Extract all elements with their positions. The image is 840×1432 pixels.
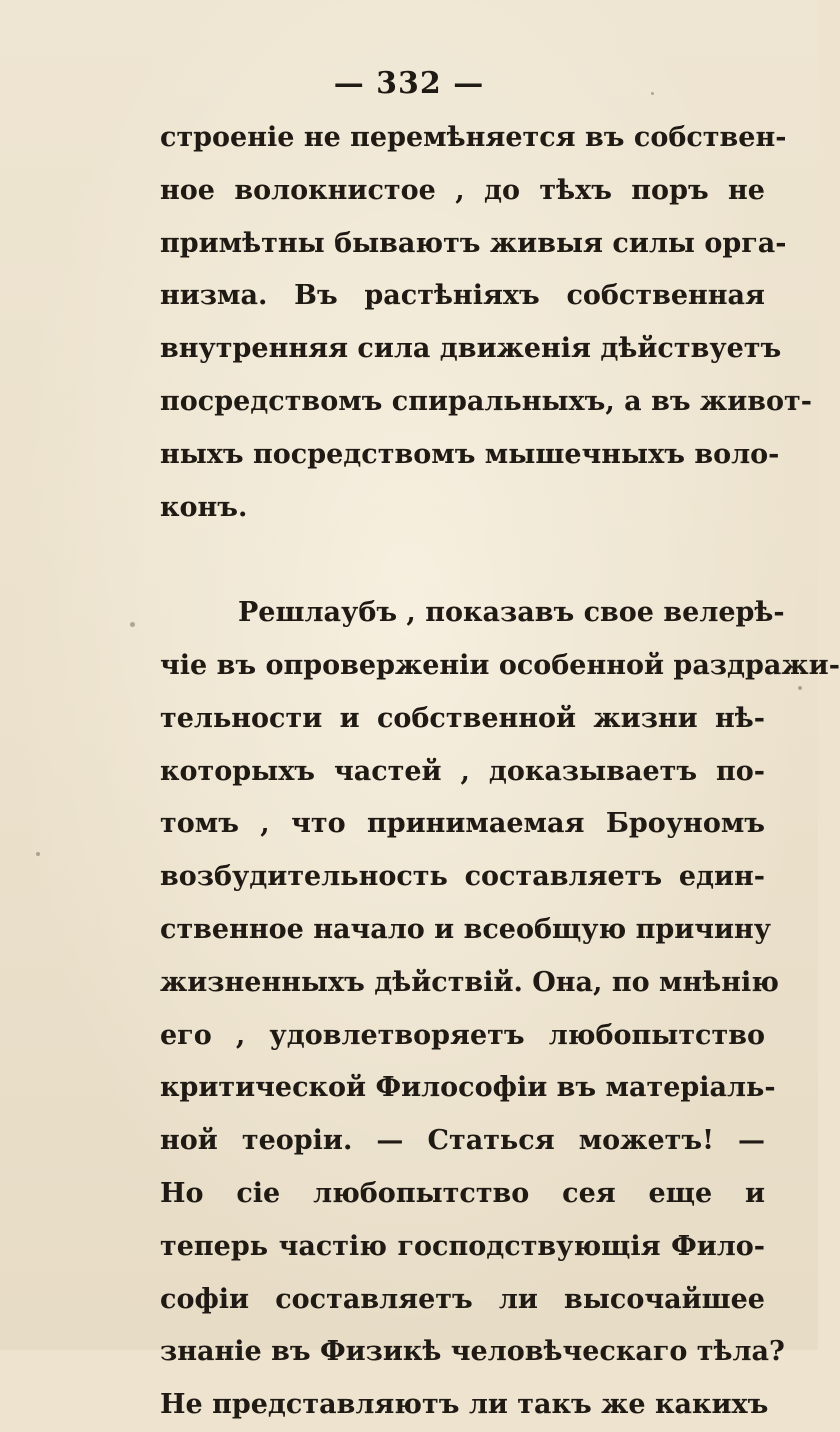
text-line: строеніе не перемѣняется въ собствен- — [160, 122, 787, 153]
text-line: ное волокнистое , до тѣхъ поръ не — [160, 174, 765, 206]
text-line: Но сіе любопытство сея еще и — [160, 1177, 765, 1209]
text-line: примѣтны бываютъ живыя силы орга- — [160, 227, 787, 259]
text-line: софіи составляетъ ли высочайшее — [160, 1283, 765, 1315]
paper-speck — [130, 622, 135, 627]
body-text — [160, 112, 840, 1432]
text-line: ной теоріи. — Статься можетъ! — — [160, 1125, 765, 1157]
page-number: — 332 — — [333, 66, 485, 101]
text-line: внутренняя сила движенія дѣйствуетъ — [160, 333, 782, 365]
paper-speck — [651, 92, 654, 95]
text-line: которыхъ частей , доказываетъ по- — [160, 755, 765, 787]
text-line: ственное начало и всеобщую причину — [160, 913, 772, 945]
text-line: посредствомъ спиральныхъ, а въ живот- — [160, 385, 812, 417]
text-line: знаніе въ Физикѣ человѣческаго тѣла? — [160, 1336, 785, 1368]
paragraph-gap — [160, 534, 765, 587]
text-line: чіе въ опроверженіи особенной раздражи- — [160, 649, 840, 681]
text-line: томъ , что принимаемая Броуномъ — [160, 808, 765, 840]
text-line: возбудительность составляетъ един- — [160, 861, 765, 893]
text-line: теперь частію господствующія Фило- — [160, 1230, 765, 1262]
paper-speck — [36, 852, 40, 856]
text-line: тельности и собственной жизни нѣ- — [160, 702, 765, 734]
text-line: жизненныхъ дѣйствій. Она, по мнѣнію — [160, 966, 779, 998]
text-line: низма. Въ растѣніяхъ собственная — [160, 280, 765, 312]
text-line: критической Философіи въ матеріаль- — [160, 1072, 776, 1104]
paper-speck — [798, 686, 802, 690]
text-line: Не представляютъ ли такъ же какихъ — [160, 1389, 769, 1421]
text-line-indented: Решлаубъ , показавъ свое велерѣ- — [238, 597, 785, 629]
text-line: конъ. — [160, 491, 248, 523]
text-line: ныхъ посредствомъ мышечныхъ воло- — [160, 438, 780, 470]
text-line: его , удовлетворяетъ любопытство — [160, 1019, 765, 1051]
